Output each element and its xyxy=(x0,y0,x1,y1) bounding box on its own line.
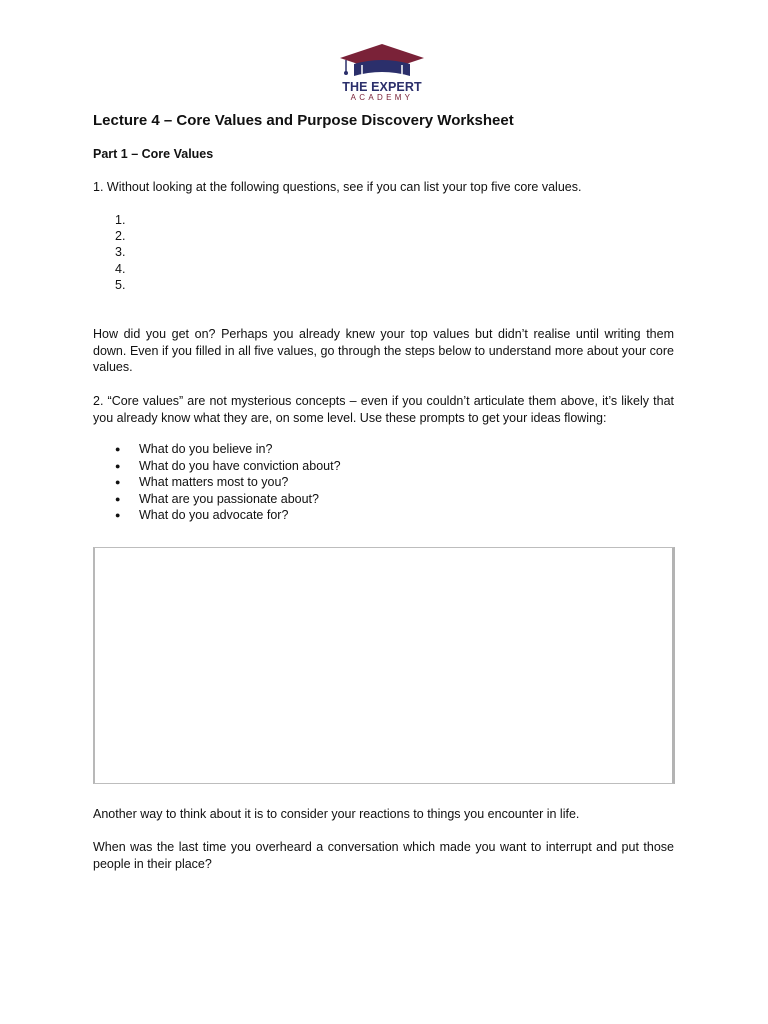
list-item: 2. xyxy=(115,229,126,244)
prompts-list xyxy=(115,441,341,524)
graduation-cap-icon xyxy=(336,42,428,82)
core-values-list xyxy=(115,212,125,293)
list-item: 3. xyxy=(115,245,126,260)
logo-title: THE EXPERT xyxy=(342,80,422,94)
part1-heading: Part 1 – Core Values xyxy=(93,147,214,161)
bullet-icon: ● xyxy=(115,477,121,487)
bullet-icon: ● xyxy=(115,460,121,471)
list-item: 5. xyxy=(115,277,126,292)
logo-subtitle: ACADEMY xyxy=(350,93,414,102)
bullet-icon: ● xyxy=(115,510,121,520)
bullet-icon: ● xyxy=(115,444,121,454)
list-item: ● What do you have conviction about? xyxy=(115,458,341,473)
list-item: 1. xyxy=(115,213,126,227)
list-item: ● What do you advocate for? xyxy=(115,508,289,522)
list-item: ● What matters most to you? xyxy=(115,475,289,489)
answer-box[interactable] xyxy=(93,547,675,784)
academy-logo xyxy=(336,42,428,106)
question-2: 2. “Core values” are not mysterious concepts – even if you couldn’t articulate them above, it’s likely that you already know what they are, on some level. Use these prompts to get your ideas flowing: xyxy=(93,394,674,425)
paragraph-when-was-the-last-time: When was the last time you overheard a conversation which made you want to interrupt and put those people in their place? xyxy=(93,840,674,871)
list-item: ● What are you passionate about? xyxy=(115,491,319,506)
paragraph-another-way: Another way to think about it is to consider your reactions to things you encounter in life. xyxy=(93,807,580,821)
bullet-icon: ● xyxy=(115,493,121,504)
paragraph-how-did-you-get-on: How did you get on? Perhaps you already knew your top values but didn’t realise until writing them down. Even if you filled in all five values, go through the steps below to understand more about your core values. xyxy=(93,327,674,374)
list-item: 4. xyxy=(115,261,126,276)
document-title: Lecture 4 – Core Values and Purpose Discovery Worksheet xyxy=(93,112,514,129)
list-item: ● What do you believe in? xyxy=(115,442,273,456)
question-1: 1. Without looking at the following questions, see if you can list your top five core values. xyxy=(93,180,582,194)
